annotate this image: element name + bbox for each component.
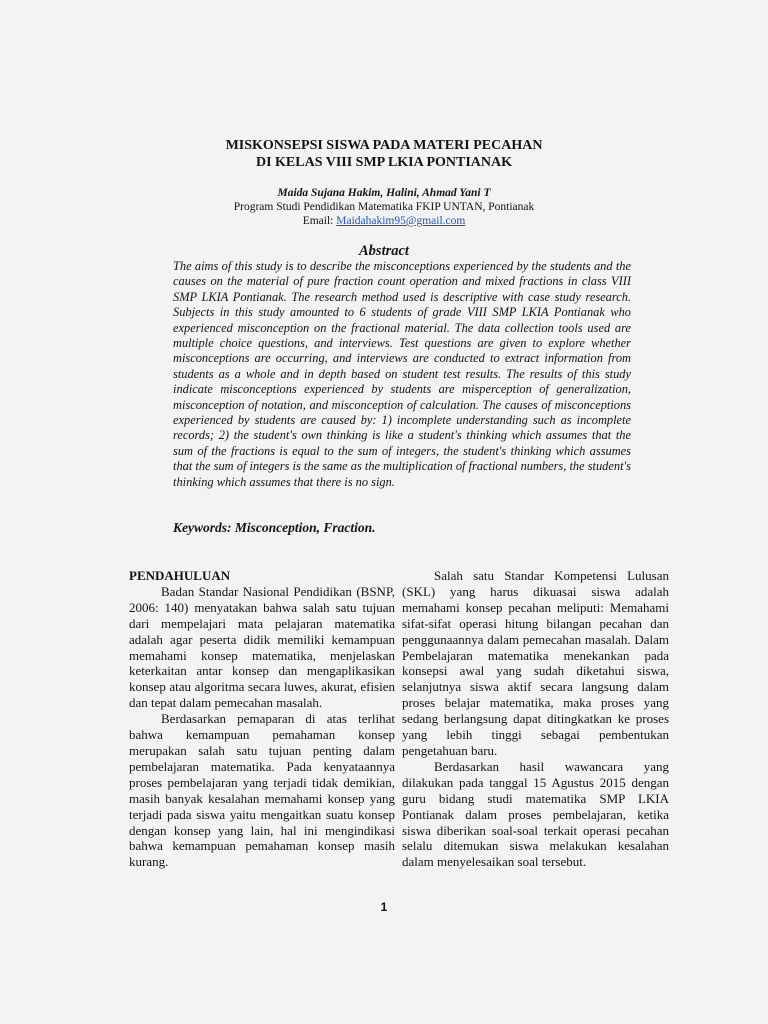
keywords: Keywords: Misconception, Fraction. [173, 520, 376, 535]
title-line-2: DI KELAS VIII SMP LKIA PONTIANAK [255, 155, 513, 170]
paper-title [0, 137, 768, 171]
right-column [402, 568, 669, 870]
author-block [0, 186, 768, 228]
left-paragraph-2: Berdasarkan pemaparan di atas terlihat bahwa kemampuan pemahaman konsep merupakan salah satu tujuan penting dalam pembelajaran matematika. Pada kenyataannya proses pembelajaran yang terjadi tidak demikian, masih banyak kesalahan memahami konsep yang terjadi pada siswa yaitu mengaitkan suatu konsep dengan konsep yang lain, hal ini mengindikasi bahwa kemampuan pemahaman konsep masih kurang. [129, 711, 395, 870]
email-line [0, 214, 768, 228]
author-names: Maida Sujana Hakim, Halini, Ahmad Yani T [277, 187, 491, 199]
abstract-heading: Abstract [359, 243, 409, 259]
email-link[interactable]: Maidahakim95@gmail.com [336, 215, 466, 227]
left-column [129, 568, 395, 870]
title-line-1: MISKONSEPSI SISWA PADA MATERI PECAHAN [225, 138, 543, 153]
page-number: 1 [380, 900, 388, 914]
section-heading-pendahuluan: PENDAHULUAN [129, 568, 231, 583]
right-paragraph-1: Salah satu Standar Kompetensi Lulusan (SKL) yang harus dikuasai siswa adalah memahami konsep pecahan meliputi: Memahami sifat-sifat operasi hitung bilangan pecahan dan penggunaannya dalam pemecahan masalah. Dalam Pembelajaran matematika menekankan pada konsepsi awal yang sudah diketahui siswa, selanjutnya siswa aktif secara langsung dalam proses belajar matematika, maka proses yang sedang berlangsung dapat ditingkatkan ke proses yang lebih tinggi sebagai pembentukan pengetahuan baru. [402, 568, 669, 758]
affiliation: Program Studi Pendidikan Matematika FKIP UNTAN, Pontianak [233, 201, 535, 213]
email-label: Email: [302, 215, 337, 227]
left-paragraph-1: Badan Standar Nasional Pendidikan (BSNP, 2006: 140) menyatakan bahwa salah satu tujuan dari mempelajari mata pelajaran matematika adalah agar peserta didik memiliki kemampuan memahami konsep matematika, menjelaskan keterkaitan antar konsep dan mengaplikasikan konsep atau algoritma secara luwes, akurat, efisien dan tepat dalam pemecahan masalah. [129, 583, 395, 711]
right-paragraph-2: Berdasarkan hasil wawancara yang dilakukan pada tanggal 15 Agustus 2015 dengan guru bidang studi matematika SMP LKIA Pontianak dalam proses pembelajaran, ketika siswa diberikan soal-soal terkait operasi pecahan selalu ditemukan siswa melakukan kesalahan dalam menyelesaikan soal tersebut. [402, 758, 669, 870]
abstract-text: The aims of this study is to describe the misconceptions experienced by the students and the causes on the material of pure fraction count operation and mixed fractions in class VIII SMP LKIA Pontianak. The research method used is descriptive with case study research. Subjects in this study amounted to 6 students of grade VIII SMP LKIA Pontianak who experienced misconception on the fractional material. The data collection tools used are multiple choice questions, and interviews. Test questions are given to explore whether misconceptions are occurring, and interviews are conducted to extract information from students as a whole and in depth based on student test results. The results of this study indicate misconceptions experienced by students are misperception of generalization, misconception of notation, and misconception of calculation. The causes of misconceptions experienced by students are caused by: 1) incomplete understanding such as incomplete records; 2) the student's own thinking is like a student's thinking which assumes that the sum of the fractions is equal to the sum of integers, the student's thinking which assumes that the sum of integers is the same as the multiplication of fractional numbers, the student's thinking which assumes that there is no sign. [173, 259, 631, 489]
